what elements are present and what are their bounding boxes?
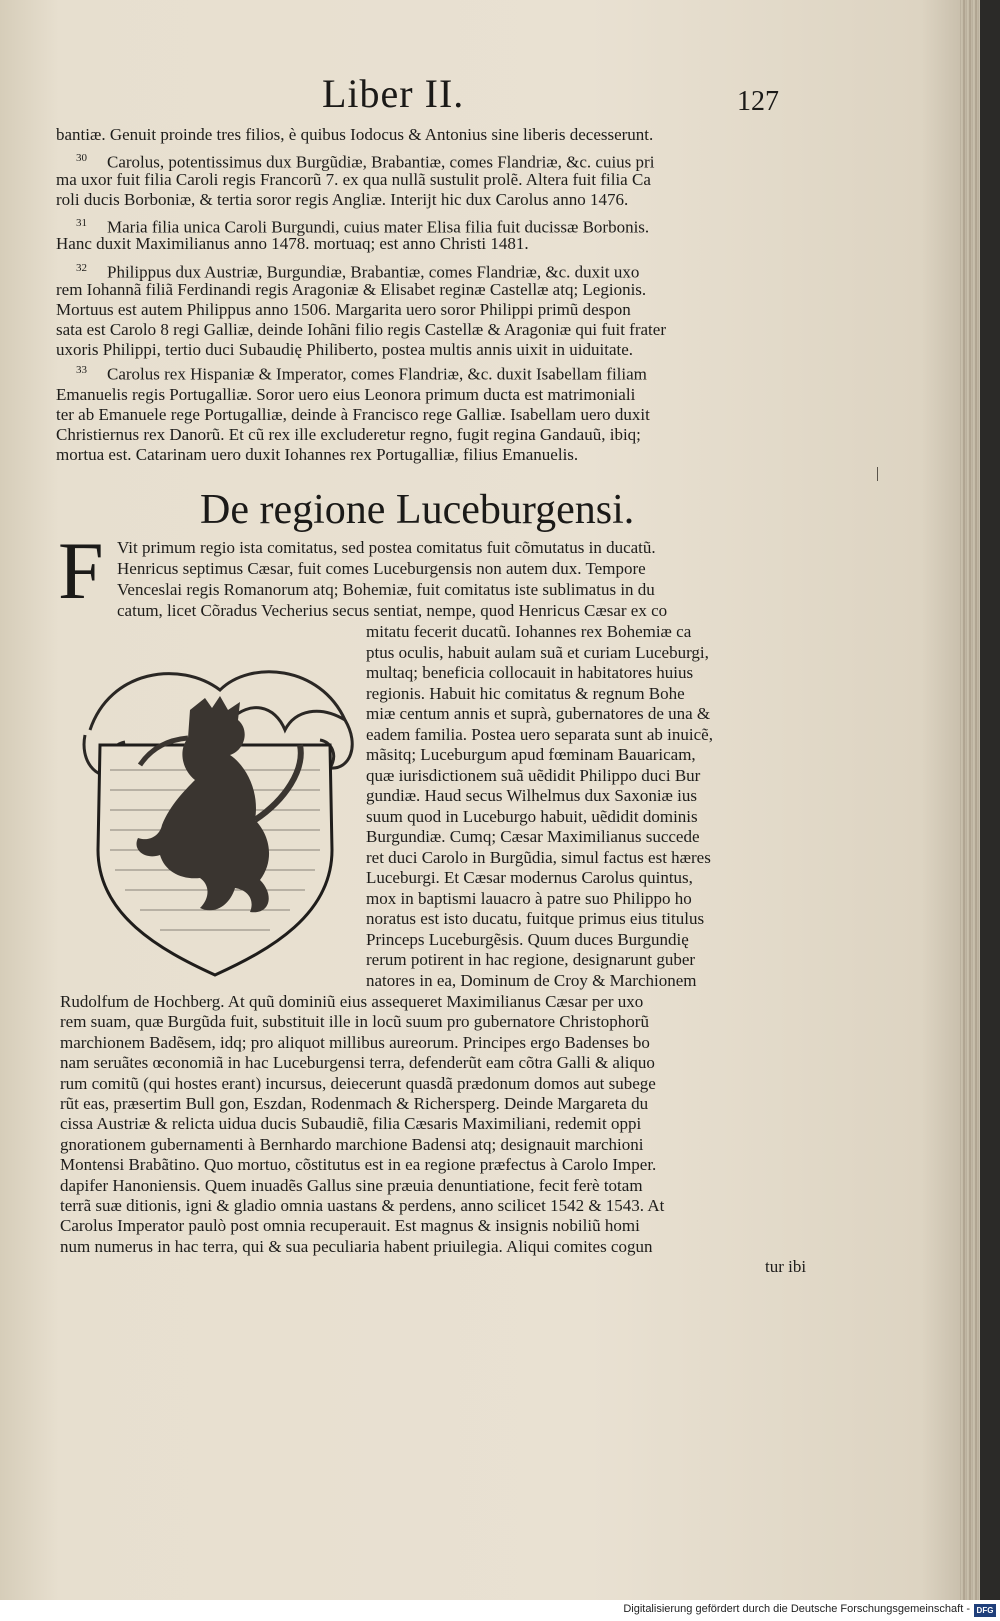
genealogy-text: Emanuelis regis Portugalliæ. Soror uero eius Leonora primum ducta est matrimoniali [56,385,636,404]
genealogy-line [56,190,628,210]
section-line: miæ centum annis et suprà, gubernatores de una & [366,704,711,723]
section-line: Princeps Luceburgẽsis. Quum duces Burgundię [366,929,689,949]
section-line: rum comitũ (qui hostes erant) incursus, deiecerunt quasdã prædonum domos aut subege [60,1073,656,1093]
section-line: ptus oculis, habuit aulam suã et curiam Luceburgi, [366,642,709,662]
margin-mark [877,467,878,481]
section-line: ret duci Carolo in Burgũdia, simul factus est hæres [366,847,711,867]
section-line: quæ iurisdictionem suã uẽdidit Philippo duci Bur [366,765,701,785]
genealogy-text: mortua est. Catarinam uero duxit Iohannes rex Portugalliæ, filius Emanuelis. [56,445,579,464]
section-line: Burgundiæ. Cumq; Cæsar Maximilianus succede [366,827,700,846]
genealogy-text: Hanc duxit Maximilianus anno 1478. mortuaq; est anno Christi 1481. [56,234,529,253]
genealogy-line [76,148,654,173]
section-line: gundiæ. Haud secus Wilhelmus dux Saxoniæ ius [366,786,697,805]
section-line: rũt eas, præsertim Bull gon, Eszdan, Rodenmach & Richersperg. Deinde Margareta du [60,1094,649,1113]
genealogy-text: sata est Carolo 8 regi Galliæ, deinde Iohãni filio regis Castellæ & Aragoniæ qui fuit frater [56,320,666,339]
genealogy-text: Mortuus est autem Philippus anno 1506. Margarita uero soror Philippi primũ despon [56,300,631,319]
section-line: regionis. Habuit hic comitatus & regnum Bohe [366,683,685,703]
genealogy-line [76,360,647,385]
section-line: multaq; beneficia collocauit in habitatores huius [366,663,694,682]
section-line: mox in baptismi lauacro à patre suo Philippo ho [366,888,692,908]
genealogy-text: Philippus dux Austriæ, Burgundiæ, Brabantiæ, comes Flandriæ, &c. duxit uxo [107,262,640,282]
footer-bar [0,1600,1000,1621]
section-line: mãsitq; Luceburgum apud fœminam Bauaricam, [366,745,696,764]
section-line: Venceslai regis Romanorum atq; Bohemiæ, fuit comitatus iste sublimatus in du [117,580,655,599]
section-line: suum quod in Luceburgo habuit, uẽdidit dominis [366,806,698,826]
genealogy-marker: 31 [76,217,87,229]
genealogy-line [56,405,650,425]
section-line: catum, licet Cõradus Vecherius secus sentiat, nempe, quod Henricus Cæsar ex co [117,601,668,620]
genealogy-text: Carolus rex Hispaniæ & Imperator, comes Flandriæ, &c. duxit Isabellam filiam [107,364,647,384]
genealogy-text: ma uxor fuit filia Caroli regis Francorũ 7. ex qua nullã sustulit prolẽ. Altera fuit filia Ca [56,170,651,189]
section-title: De regione Luceburgensi. [200,487,635,533]
section-line: marchionem Badẽsem, idq; pro aliquot millibus aureorum. Principes ergo Badenses bo [60,1032,650,1052]
genealogy-line [56,234,529,254]
genealogy-line [56,340,633,360]
genealogy-marker: 30 [76,152,87,164]
section-line: natores in ea, Dominum de Croy & Marchionem [366,970,697,990]
genealogy-line [56,425,641,445]
genealogy-text: roli ducis Borboniæ, & tertia soror regis Angliæ. Interijt hic dux Carolus anno 1476. [56,190,629,209]
genealogy-text: uxoris Philippi, tertio duci Subaudię Philiberto, postea multis annis uixit in uiduitate. [56,340,634,359]
section-line: terrã suæ ditionis, igni & gladio omnia uastans & perdens, anno scilicet 1542 & 1543. At [60,1196,665,1215]
dfg-logo-icon: DFG [974,1604,996,1617]
genealogy-line [56,170,651,190]
section-line: gnorationem gubernamenti à Bernhardo marchione Badensi atq; designauit marchioni [60,1134,644,1154]
digitization-credit: Digitalisierung gefördert durch die Deutsche Forschungsgemeinschaft - [623,1603,970,1615]
genealogy-line [56,300,631,320]
section-line: tur ibi [765,1257,807,1277]
section-line: Luceburgi. Et Cæsar modernus Carolus quintus, [366,868,693,887]
genealogy-text: ter ab Emanuele rege Portugalliæ, deinde à Francisco rege Galliæ. Isabellam uero duxit [56,405,650,424]
genealogy-text: Carolus, potentissimus dux Burgũdiæ, Brabantiæ, comes Flandriæ, &c. cuius pri [107,152,655,172]
drop-capital: F [58,525,104,616]
genealogy-marker: 33 [76,364,87,376]
section-line: dapifer Hanoniensis. Quem inuadẽs Gallus sine præuia denuntiatione, fecit ferè totam [60,1175,643,1195]
section-line: Vit primum regio ista comitatus, sed postea comitatus fuit cõmutatus in ducatũ. [117,538,656,557]
section-line: noratus est isto ducatu, fuitque primus eius titulus [366,909,705,928]
running-head: Liber II. [322,71,465,116]
genealogy-line [56,385,635,405]
section-line: cissa Austriæ & relicta uidua ducis Subaudiẽ, filia Cæsaris Maximiliani, redemit oppi [60,1114,642,1134]
section-line: Henricus septimus Cæsar, fuit comes Luceburgensis non autem dux. Tempore [117,559,646,578]
genealogy-line [56,280,646,300]
genealogy-text: rem Iohannã filiã Ferdinandi regis Aragoniæ & Elisabet reginæ Castellæ atq; Legionis. [56,280,647,299]
section-line: num numerus in hac terra, qui & sua peculiaria habent priuilegia. Aliqui comites cogun [60,1236,653,1256]
section-line: mitatu fecerit ducatũ. Iohannes rex Bohemiæ ca [366,622,692,641]
page-edge [960,0,980,1600]
genealogy-text: Christiernus rex Danorũ. Et cũ rex ille excluderetur regno, fugit regina Gandauũ, ibiq; [56,425,641,444]
genealogy-line [56,320,666,340]
section-line: rem suam, quæ Burgũda fuit, substituit ille in locũ suum pro gubernatore Christophorũ [60,1012,649,1032]
genealogy-text: Maria filia unica Caroli Burgundi, cuius mater Elisa filia fuit ducissæ Borbonis. [107,217,650,237]
genealogy-line [56,445,578,465]
section-line: Carolus Imperator paulò post omnia recuperauit. Est magnus & insignis nobiliũ homi [60,1216,640,1236]
genealogy-text: bantiæ. Genuit proinde tres filios, è quibus Iodocus & Antonius sine liberis decesserunt. [56,125,654,144]
genealogy-line [76,258,639,283]
section-line: nam seruãtes œconomiã in hac Luceburgensi terra, defenderũt eam cõtra Galli & aliquo [60,1053,655,1073]
section-line: rerum potirent in hac regione, designarunt guber [366,950,696,969]
heraldic-lion-shield-woodcut-icon [70,650,360,980]
genealogy-marker: 32 [76,262,87,274]
section-line: eadem familia. Postea uero separata sunt ab inuicẽ, [366,724,713,744]
section-line: Rudolfum de Hochberg. At quũ dominiũ eius assequeret Maximilianus Cæsar per uxo [60,992,644,1011]
genealogy-line [56,125,653,145]
page-number: 127 [737,86,779,117]
section-line: Montensi Brabãtino. Quo mortuo, cõstitutus est in ea regione præfectus à Carolo Imper. [60,1155,657,1175]
